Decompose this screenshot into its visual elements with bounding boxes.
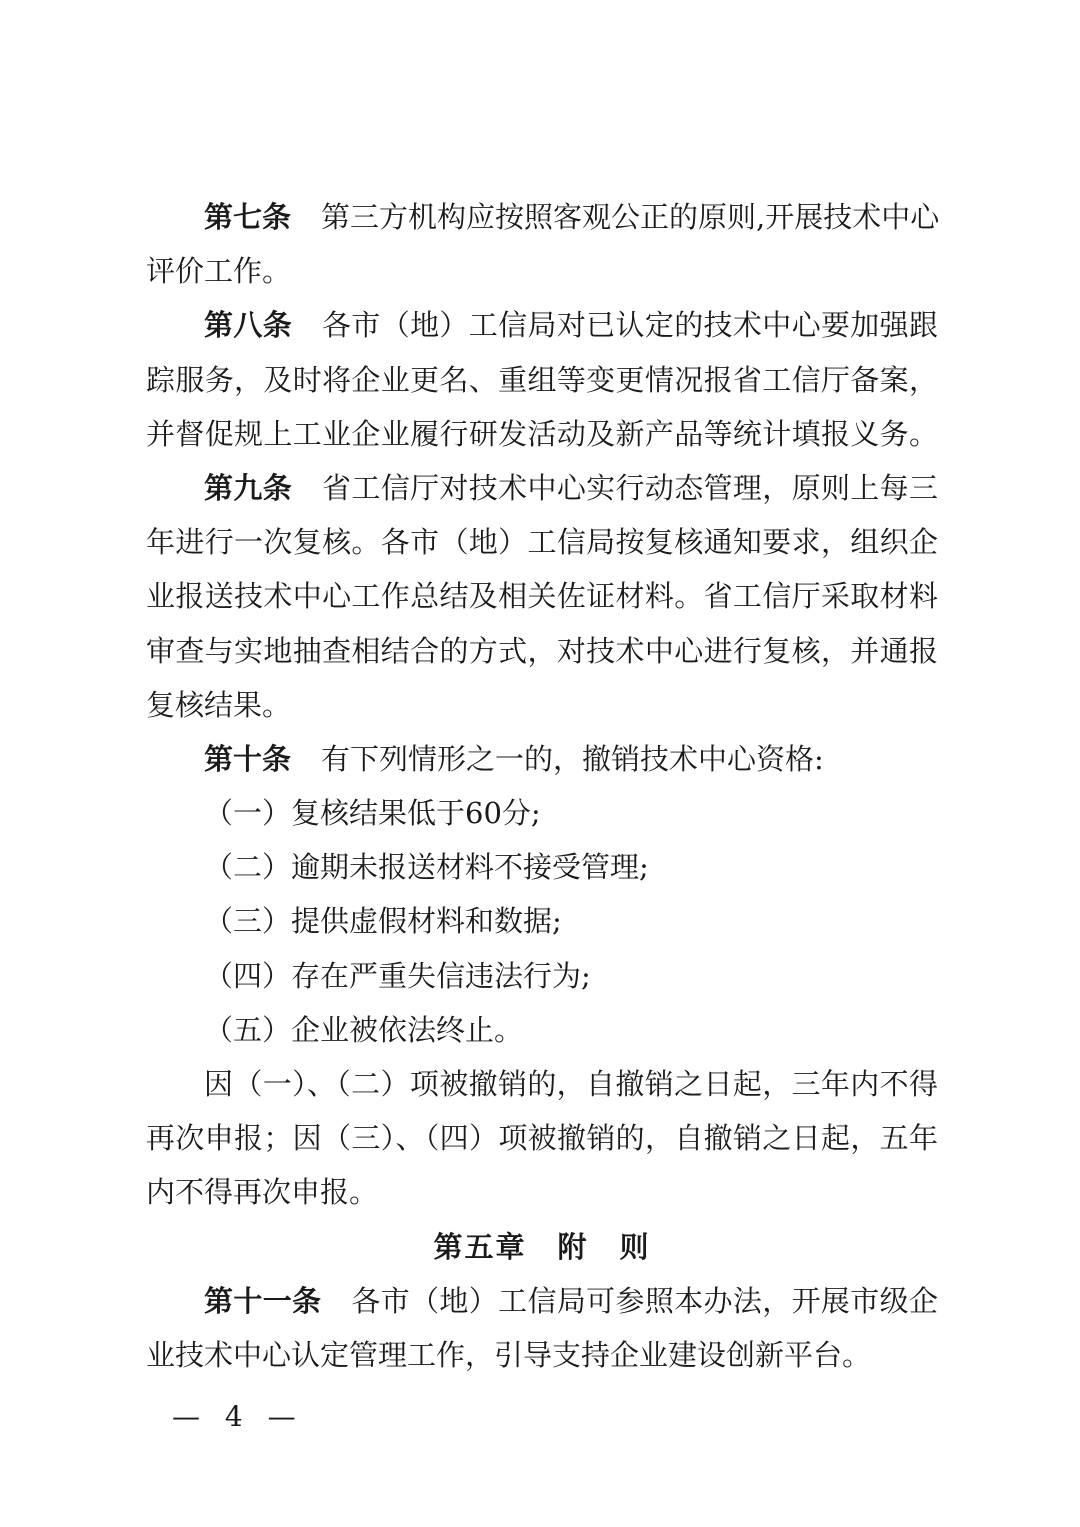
text-line xyxy=(146,244,938,298)
text-line xyxy=(146,840,938,894)
text-line xyxy=(146,678,938,732)
line-text: 各市（地）工信局对已认定的技术中心要加强跟 xyxy=(322,308,938,343)
document-body xyxy=(146,190,938,1382)
text-line xyxy=(146,1111,938,1165)
line-text: 因（一）、（二）项被撤销的，自撤销之日起，三年内不得 xyxy=(204,1067,938,1101)
line-text: 复核结果。 xyxy=(146,687,292,722)
text-line xyxy=(146,1165,938,1219)
text-line xyxy=(146,1274,938,1328)
text-line xyxy=(146,1328,938,1382)
line-text: 年进行一次复核。各市（地）工信局按复核通知要求，组织企 xyxy=(146,525,938,560)
text-line xyxy=(146,353,938,407)
line-text: 评价工作。 xyxy=(146,254,292,289)
text-line xyxy=(146,515,938,569)
line-text: 再次申报；因（三）、（四）项被撤销的，自撤销之日起，五年 xyxy=(146,1121,938,1156)
line-text: 业技术中心认定管理工作，引导支持企业建设创新平台。 xyxy=(146,1337,872,1372)
article-number: 第十条 xyxy=(204,741,292,776)
line-text: 各市（地）工信局可参照本办法，开展市级企 xyxy=(351,1283,938,1318)
text-line xyxy=(146,407,938,461)
text-line xyxy=(146,461,938,515)
article-number: 第七条 xyxy=(204,200,292,234)
line-text: （二）逾期未报送材料不接受管理; xyxy=(204,850,649,885)
line-text: 审查与实地抽查相结合的方式，对技术中心进行复核，并通报 xyxy=(146,633,938,668)
line-text: 有下列情形之一的，撤销技术中心资格: xyxy=(321,741,824,776)
text-line xyxy=(146,894,938,948)
chapter-heading xyxy=(146,1220,938,1274)
line-text: 踪服务，及时将企业更名、重组等变更情况报省工信厅备案， xyxy=(146,362,938,397)
line-text: （三）提供虚假材料和数据; xyxy=(204,904,562,939)
text-line xyxy=(146,732,938,786)
article-number: 第八条 xyxy=(204,308,293,343)
text-line xyxy=(146,1003,938,1057)
text-line xyxy=(146,190,938,244)
line-text: 并督促规上工业企业履行研发活动及新产品等统计填报义务。 xyxy=(146,416,938,451)
text-line xyxy=(146,949,938,1003)
line-text: 业报送技术中心工作总结及相关佐证材料。省工信厅采取材料 xyxy=(146,579,938,614)
text-line xyxy=(146,1057,938,1111)
page-number: — 4 — xyxy=(172,1400,304,1433)
line-text: （四）存在严重失信违法行为; xyxy=(204,958,591,993)
text-line xyxy=(146,569,938,623)
article-number: 第十一条 xyxy=(204,1283,322,1318)
line-text: （一）复核结果低于60分; xyxy=(204,796,541,831)
text-line xyxy=(146,786,938,840)
line-text: 第三方机构应按照客观公正的原则,开展技术中心 xyxy=(321,200,940,234)
line-text: 省工信厅对技术中心实行动态管理，原则上每三 xyxy=(322,470,938,505)
article-number: 第九条 xyxy=(204,470,293,505)
line-text: 内不得再次申报。 xyxy=(146,1175,379,1210)
text-line xyxy=(146,298,938,352)
line-text: （五）企业被依法终止。 xyxy=(204,1012,524,1047)
line-text: 第五章 附 则 xyxy=(433,1229,651,1264)
text-line xyxy=(146,624,938,678)
